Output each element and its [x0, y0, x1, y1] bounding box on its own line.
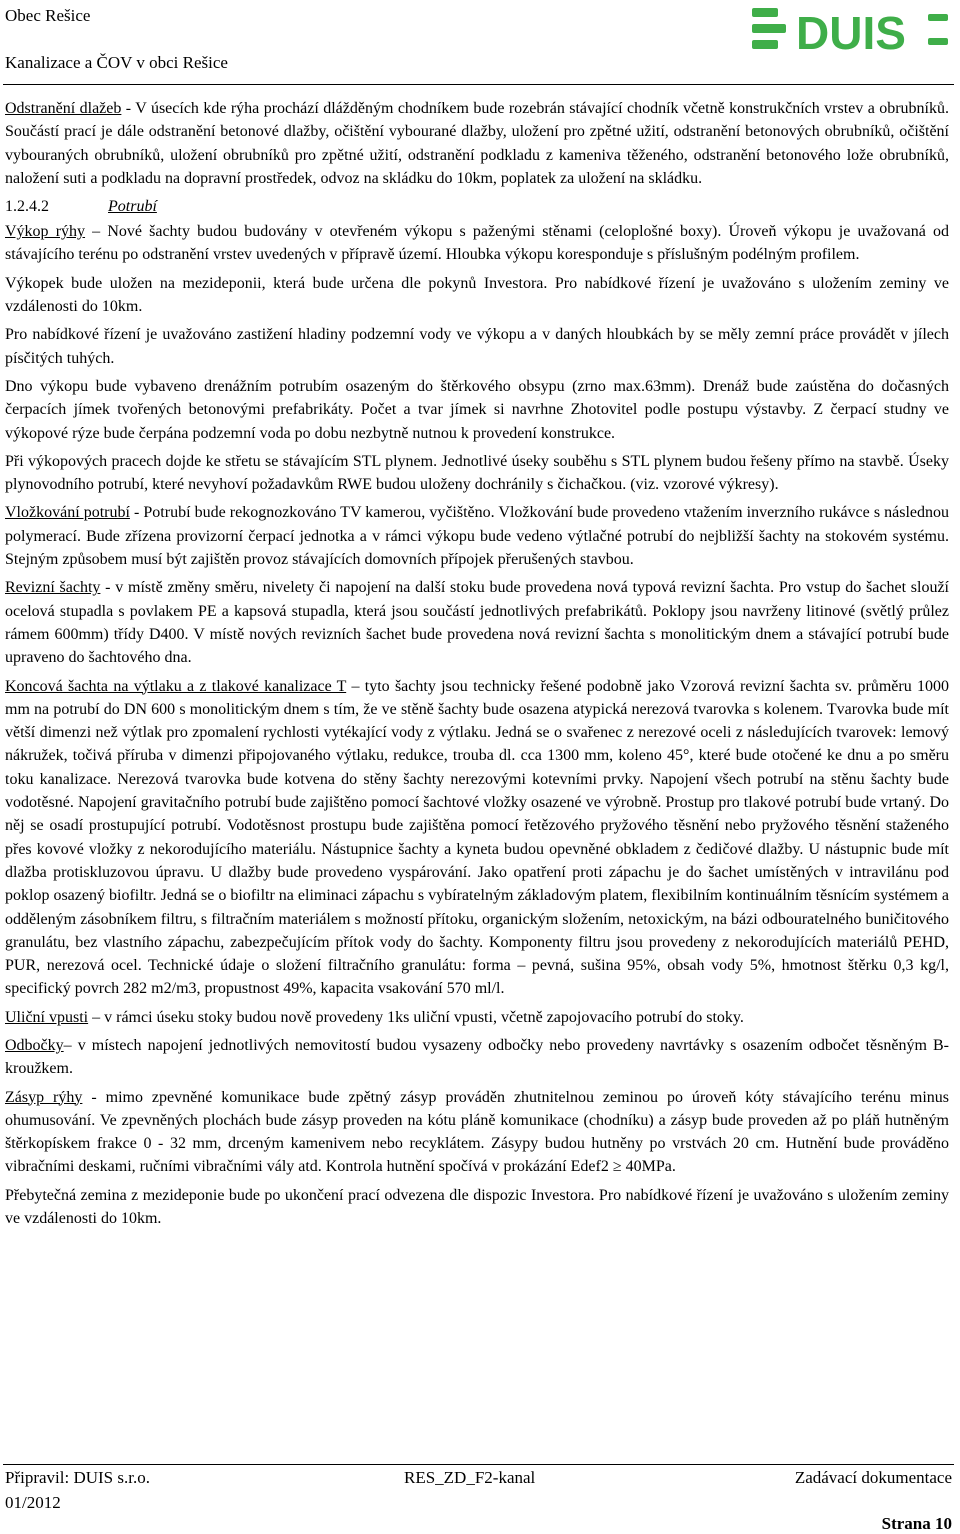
prepared-by: Připravil: DUIS s.r.o.: [5, 1468, 150, 1487]
footer-divider: [3, 1464, 954, 1465]
section-number: 1.2.4.2: [5, 198, 49, 216]
term-zasyp-ryhy: Zásyp rýhy: [5, 1088, 83, 1106]
paragraph-dno-vykopu: Dno výkopu bude vybaveno drenážním potrubím osazeným do štěrkového obsypu (zrno max.63mm). Drenáž bude zaústěna do dočasných čerpacích jímek tvořených betonovými prefabrikáty. Počet a tvar jímek si navrhne Zhotovitel podle postupu výstavby. Z čerpací studny ve výkopové rýze bude čerpána podzemní voda po dobu nezbytně nutnou k provedení konstrukce.: [5, 377, 949, 442]
document-type: Zadávací dokumentace: [794, 1468, 952, 1487]
term-koncova-sachta: Koncová šachta na výtlaku a z tlakové kanalizace T: [5, 677, 347, 695]
term-revizni-sachty: Revizní šachty: [5, 579, 101, 597]
document-date: 01/2012: [5, 1493, 61, 1512]
term-vykop-ryhy: Výkop rýhy: [5, 223, 86, 241]
page-header: [0, 0, 960, 86]
logo-text: DUIS: [796, 7, 906, 56]
municipality-name: Obec Rešice: [5, 6, 91, 25]
paragraph-vlozkovani: Vložkování potrubí - Potrubí bude rekognozkováno TV kamerou, vyčištěno. Vložkování bude provedeno vtažením inverzního rukávce s následnou polymerací. Bude zřízena provizorní čerpací jednotka a v rámci výkopu bude vedeno výtlačné potrubí do nejbližší šachty na stokovém systému. Stejným způsobem musí být zajištěn provoz stávajících domovních přípojek přerušených stavbou.: [5, 504, 949, 569]
project-title: Kanalizace a ČOV v obci Rešice: [5, 53, 228, 72]
document-body: [5, 97, 949, 1235]
paragraph-podzemni-voda: Pro nabídkové řízení je uvažováno zastižení hladiny podzemní vody ve výkopu a v daných hloubkách by se měly zemní práce provádět v jílech písčitých tuhých.: [5, 326, 949, 367]
paragraph-mezideponie: Výkopek bude uložen na mezideponii, která bude určena dle pokynů Investora. Pro nabídkové řízení je uvažováno s uložením zeminy ve vzdálenosti do 10km.: [5, 274, 949, 316]
paragraph-vykop-ryhy: Výkop rýhy – Nové šachty budou budovány v otevřeném výkopu s paženými stěnami (celoplošné boxy). Úroveň výkopu je uvažovaná od stávajícího terénu po odstranění vrstev uvedených v přípravě území. Hloubka výkopu koresponduje s příslušným podélným profilem.: [5, 223, 949, 264]
paragraph-prebytecna-zemina: Přebytečná zemina z mezideponie bude po ukončení prací odvezena dle dispozic Investora. Pro nabídkové řízení je uvažováno s uložením zeminy ve vzdálenosti do 10km.: [5, 1186, 949, 1228]
section-title: Potrubí: [108, 198, 157, 216]
term-odbocky: Odbočky: [5, 1036, 64, 1054]
paragraph-odstraneni-dlazeb: Odstranění dlažeb - V úsecích kde rýha prochází dlážděným chodníkem bude rozebrán stávající chodník včetně konstrukčních vrstev a obrubníků. Součástí prací je dále odstranění betonové dlažby, očištění vybourané dlažby, uložení pro zpětné užití, odstranění betonových obrubníků, očištění vybouraných obrubníků, uložení obrubníků pro zpětné užití, odstranění podkladu z kameniva těženého, odstranění betonového lože obrubníků, naložení suti a podkladu na dopravní prostředek, odvoz na skládku do 10km, poplatek za uložení na skládku.: [5, 100, 949, 187]
paragraph-ulicni-vpusti: Uliční vpusti – v rámci úseku stoky budou nově provedeny 1ks uliční vpusti, včetně zapojovacího potrubí do stoky.: [5, 1008, 744, 1026]
paragraph-stl-plyn: Při výkopových pracech dojde ke střetu se stávajícím STL plynem. Jednotlivé úseky souběhu s STL plynem budou řešeny přímo na stavbě. Úseky plynovodního potrubí, které nevyhoví požadavkům RWE budou uloženy dochránily s čichačkou. (viz. vzorové výkresy).: [5, 452, 949, 494]
paragraph-zasyp-ryhy: Zásyp rýhy - mimo zpevněné komunikace bude zpětný zásyp prováděn zhutnitelnou zeminou po úroveň kóty stávajícího terénu minus ohumusování. Ve zpevněných plochách bude zásyp proveden na kótu pláně komunikace (chodníku) a zásyp bude proveden až po pláň hutněným štěrkopískem frakce 0 - 32 mm, drceným kamenivem nebo recyklátem. Zásypy budou hutněny po vrstvách 20 cm. Hutnění bude prováděno vibračními deskami, ručními vibračními vály atd. Kontrola hutnění spočívá v prokázání Edef2 ≥ 40MPa.: [5, 1088, 949, 1176]
duis-logo: [752, 4, 952, 56]
page-number: Strana 10: [881, 1514, 952, 1533]
term-odstraneni-dlazeb: Odstranění dlažeb: [5, 100, 122, 117]
header-divider: [3, 84, 954, 85]
page-footer: [0, 1461, 960, 1531]
term-ulicni-vpusti: Uliční vpusti: [5, 1008, 89, 1026]
ge-symbol: ≥: [612, 1158, 622, 1176]
document-code: RES_ZD_F2-kanal: [404, 1468, 536, 1487]
paragraph-revizni-sachty: Revizní šachty - v místě změny směru, nivelety či napojení na další stoku bude provedena nová typová revizní šachta. Pro vstup do šachet slouží ocelová stupadla s povlakem PE a kapsová stupadla, která jsou součástí jednotlivých prefabrikátů. Poklopy jsou navrženy litinové (světlý průlez rámem 600mm) třídy D400. V místě nových revizních šachet bude provedena nová revizní šachta s monolitickým dnem a stávající potrubí bude upraveno do šachtového dna.: [5, 579, 949, 667]
term-vlozkovani-potrubi: Vložkování potrubí: [5, 504, 130, 522]
paragraph-koncova-sachta: Koncová šachta na výtlaku a z tlakové kanalizace T – tyto šachty jsou technicky řešené podobně jako Vzorová revizní šachta sv. průměru 1000 mm na potrubí do DN 600 s monolitickým dnem s tím, že ve stěně šachty bude osazena atypická nerezová tvarovka s kolenem. Tvarovka bude mít větší dimenzi než výtlak pro zpomalení rychlosti vytékající vody z výtlaku. Jedná se o svařenec z nerezové oceli z následujících tvarovek: lemový nákružek, točivá příruba v dimenzi připojovaného výtlaku, redukce, trouba dl. cca 1300 mm, koleno 45°, které bude otočené ke dnu a po směru toku kanalizace. Nerezová tvarovka bude kotvena do stěny šachty nerezovými kotevními prvky. Napojení všech potrubí na stěnu šachty bude vodotěsné. Napojení gravitačního potrubí bude zajištěno pomocí šachtové vložky osazené ve výrobně. Prostup pro tlakové potrubí bude vrtaný. Do něj se osadí prostupující potrubí. Vodotěsnost prostupu bude zajištěna pomocí řetězového pryžového těsnění nebo pryžového těsnění staženého přes kovové vložky z nekorodujícího materiálu. Nástupnice šachty a kyneta budou opevněné obkladem z čedičové dlažby. U nástupnic bude mít dlažba protiskluzovou úpravu. U dlažby bude provedeno vyspárování. Jako opatření proti zápachu je do šachet umístěných v intravilánu pod poklop osazený biofiltr. Jedná se o biofiltr na eliminaci zápachu s vybíratelným základovým platem, flexibilním kontinuálním těsnícím systémem a odděleným zásobníkem filtru, s filtračním materiálem s možností přítoku, organickým složením, netoxickým, na bázi odbouratelného buničitového granulátu, bez vlastního zápachu, zabezpečujícím přítok vody do šachty. Komponenty filtru jsou provedeny z nekorodujících materiálů PEHD, PUR, nerezová ocel. Technické údaje o složení filtračního granulátu: forma – pevná, sušina 95%, obsah vody 5%, hmotnost štěrku 0,3 kg/l, specifický povrch 282 m2/m3, propustnost 49%, kapacita vsakování 570 ml/l.: [5, 677, 949, 998]
paragraph-odbocky: Odbočky– v místech napojení jednotlivých nemovitostí budou vysazeny odbočky nebo provedeny navrtávky s osazením odbočet těsněným B-kroužkem.: [5, 1036, 949, 1078]
section-heading-potrubi: [5, 195, 949, 218]
